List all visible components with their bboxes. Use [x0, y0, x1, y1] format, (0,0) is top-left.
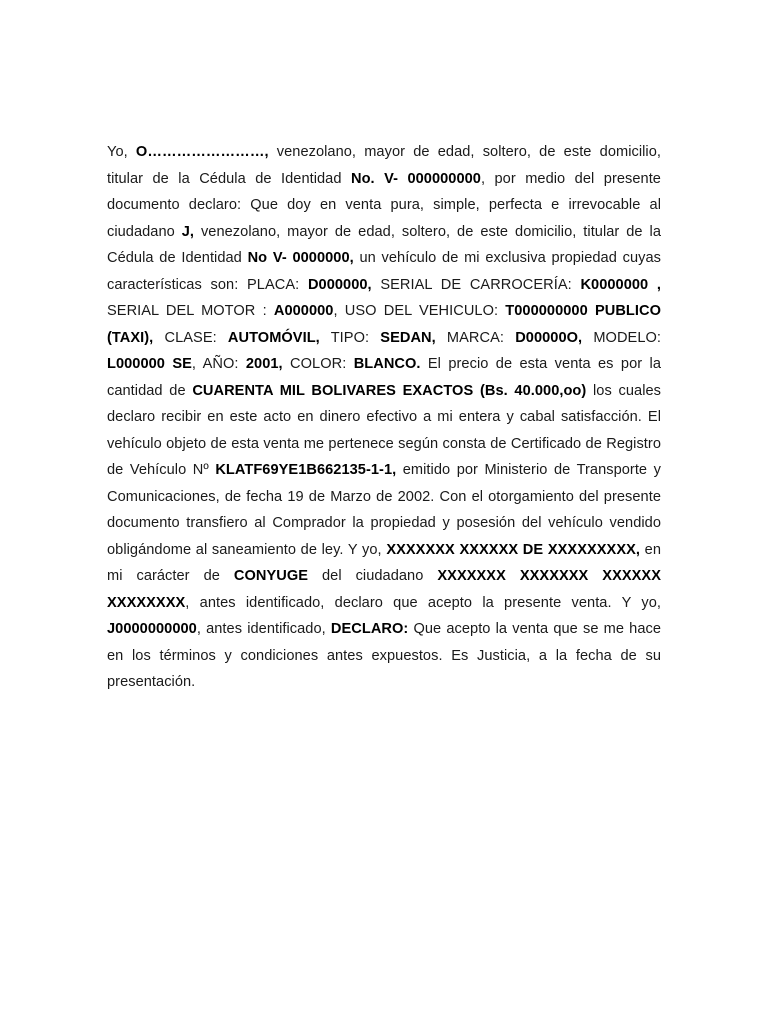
text-run: MODELO:	[582, 329, 661, 346]
text-run: Que acepto la venta que se me hace en los términos y condiciones antes expuestos. Es Justicia, a la fecha de su presentación.	[107, 621, 662, 690]
text-run: COLOR:	[282, 356, 354, 372]
text-run: CLASE:	[153, 329, 228, 346]
bold-text-run: KLATF69YE1B662135-1-1,	[215, 462, 397, 478]
text-run: SERIAL DE CARROCERÍA:	[371, 276, 581, 293]
bold-text-run: D00000O,	[515, 329, 583, 346]
bold-text-run: D000000,	[307, 276, 372, 293]
text-run: , USO DEL VEHICULO:	[333, 303, 506, 319]
text-run: del ciudadano	[308, 568, 438, 584]
bold-text-run: SEDAN,	[380, 329, 436, 346]
bold-text-run: CONYUGE	[233, 568, 309, 584]
bold-text-run: L000000 SE	[107, 356, 192, 372]
bold-text-run: DECLARO:	[330, 621, 409, 637]
bold-text-run: XXXXXXX XXXXXX DE XXXXXXXXX,	[386, 541, 640, 558]
bold-text-run: AUTOMÓVIL,	[227, 329, 320, 346]
text-run: El precio de esta venta es por la cantidad de	[107, 356, 661, 399]
bold-text-run: XXXXXXX XXXXXXX XXXXXX XXXXXXXX	[107, 568, 662, 611]
text-run: un vehículo de mi exclusiva propiedad cuyas características son: PLACA:	[107, 250, 661, 293]
text-run: , antes identificado, declaro que acepto la presente venta. Y yo,	[185, 594, 661, 611]
bold-text-run: BLANCO.	[353, 356, 421, 372]
bold-text-run: No. V- 000000000	[350, 170, 481, 187]
text-run: en mi carácter de	[107, 541, 661, 584]
text-run: , AÑO:	[191, 356, 246, 372]
sale-declaration-paragraph	[107, 139, 661, 696]
text-run: , antes identificado,	[196, 621, 331, 637]
bold-text-run: J,	[181, 223, 195, 240]
text-run: emitido por Ministerio de Transporte y Comunicaciones, de fecha 19 de Marzo de 2002. Con el otorgamiento del presente documento transfiero al Comprador la propiedad y posesión del vehículo vendido obligándome al saneamiento de ley. Y yo,	[107, 462, 661, 558]
text-run: TIPO:	[319, 329, 381, 346]
bold-text-run: 2001,	[245, 356, 283, 372]
bold-text-run: A000000	[273, 303, 334, 319]
bold-text-run: No V- 0000000,	[247, 250, 354, 266]
bold-text-run: T000000000 PUBLICO (TAXI),	[107, 303, 661, 346]
bold-text-run: J0000000000	[107, 621, 197, 637]
text-run: los cuales declaro recibir en este acto en dinero efectivo a mi entera y cabal satisfacción. El vehículo objeto de esta venta me pertenece según consta de Certificado de Registro de Vehículo Nº	[107, 382, 662, 478]
bold-text-run: CUARENTA MIL BOLIVARES EXACTOS (Bs. 40.000,oo)	[192, 382, 587, 399]
text-run: Yo,	[107, 144, 136, 160]
bold-text-run: O……………………,	[135, 144, 269, 160]
text-run: MARCA:	[435, 329, 516, 346]
text-run: , por medio del presente documento declaro: Que doy en venta pura, simple, perfecta e irrevocable al ciudadano	[107, 170, 661, 240]
bold-text-run: K0000000 ,	[580, 276, 662, 293]
text-run: venezolano, mayor de edad, soltero, de este domicilio, titular de la Cédula de Identidad	[107, 144, 661, 187]
text-run: SERIAL DEL MOTOR :	[107, 303, 274, 319]
text-run: venezolano, mayor de edad, soltero, de este domicilio, titular de la Cédula de Identidad	[107, 223, 661, 266]
